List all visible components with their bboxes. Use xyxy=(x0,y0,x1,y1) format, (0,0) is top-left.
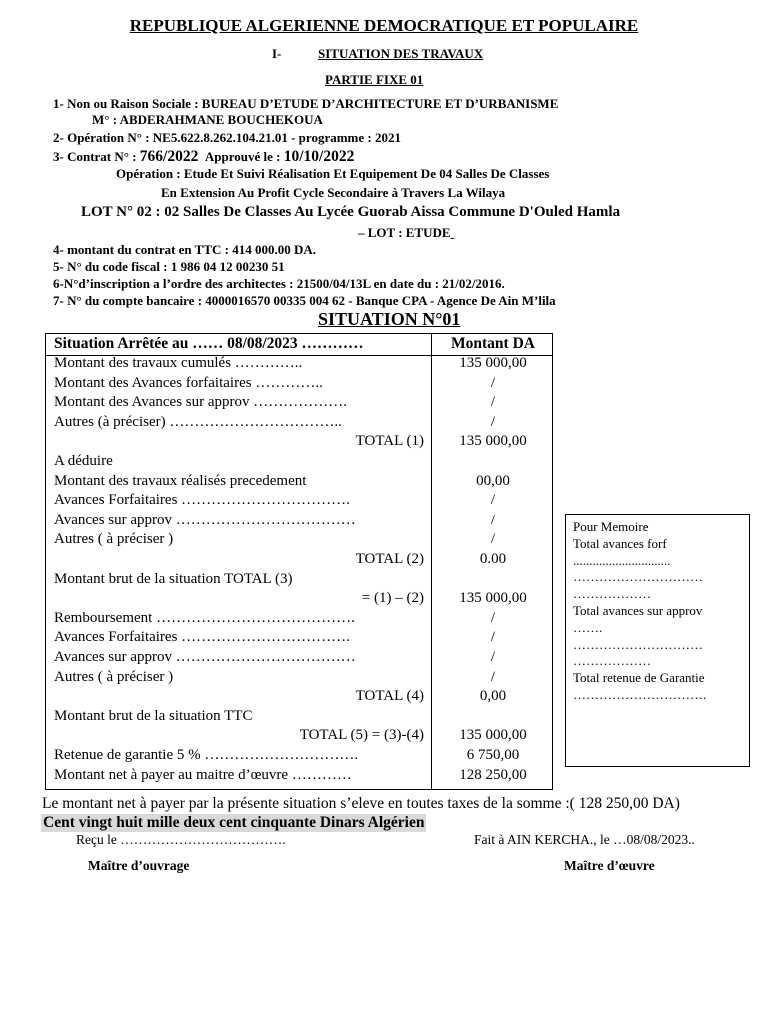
memo-title: Pour Memoire xyxy=(573,519,649,534)
approved-date: 10/10/2022 xyxy=(283,148,355,165)
table-row-value: / xyxy=(490,374,496,391)
table-row-label: Montant des Avances sur approv ………………. xyxy=(54,394,348,411)
table-row-value: / xyxy=(490,492,496,509)
table-row-label: Montant brut de la situation TOTAL (3) xyxy=(54,570,293,587)
table-row-value: 00,00 xyxy=(476,472,510,489)
maitre-oeuvre-signature: Maître d’œuvre xyxy=(564,858,655,873)
table-row-value: 128 250,00 xyxy=(459,766,527,783)
table-row-label: Autres ( à préciser ) xyxy=(54,668,174,685)
situation-table xyxy=(45,333,553,790)
operation-line-1: Opération : Etude Et Suivi Réalisation Et Equipement De 04 Salles De Classes xyxy=(116,166,550,181)
table-header-amount: Montant DA xyxy=(451,335,535,352)
done-at: Fait à AIN KERCHA., le …08/08/2023.. xyxy=(474,832,695,847)
table-row-value: / xyxy=(490,649,496,665)
table-row-label: Montant brut de la situation TTC xyxy=(54,707,253,724)
info-line-5: 5- N° du code fiscal : 1 986 04 12 00230 51 xyxy=(53,259,285,274)
table-row-value: 0.00 xyxy=(479,551,507,567)
table-row-label: TOTAL (1) xyxy=(355,433,424,450)
lot-title: LOT N° 02 : 02 Salles De Classes Au Lycée Guorab Aissa Commune D'Ouled Hamla xyxy=(81,204,621,220)
lot-subtitle-text: – LOT : ETUDE xyxy=(358,225,451,240)
table-row-value: / xyxy=(490,531,496,548)
table-row-label: TOTAL (4) xyxy=(355,688,424,705)
memo-line: Total avances sur approv xyxy=(573,602,703,618)
table-row-value: / xyxy=(490,668,496,685)
received-on: Reçu le ………………………………. xyxy=(76,832,286,847)
table-row-label: Avances Forfaitaires ……………………………. xyxy=(54,492,350,509)
amount-in-words: Cent vingt huit mille deux cent cinquante Dinars Algérien xyxy=(43,814,425,831)
memo-line: ……………… xyxy=(573,653,651,669)
contract-label: 3- Contrat N° : xyxy=(53,149,137,164)
table-row-label: Autres ( à préciser ) xyxy=(54,531,174,548)
memo-box xyxy=(565,514,750,767)
info-line-1b: M° : ABDERAHMANE BOUCHEKOUA xyxy=(92,112,323,127)
contract-number: 766/2022 xyxy=(139,148,199,165)
table-row-label: Montant des Avances forfaitaires ………….. xyxy=(54,374,323,391)
memo-line: Total retenue de Garantie xyxy=(573,670,705,686)
table-row-value: 6 750,00 xyxy=(466,747,520,763)
memo-line: .............................. xyxy=(573,552,671,568)
info-line-1: 1- Non ou Raison Sociale : BUREAU D’ETUDE D’ARCHITECTURE ET D’URBANISME xyxy=(53,96,559,111)
memo-line: Total avances forf xyxy=(573,535,667,551)
memo-line: ……………… xyxy=(573,586,651,602)
table-row-label: TOTAL (2) xyxy=(355,551,424,567)
table-row-label: Montant net à payer au maitre d’œuvre ………… xyxy=(54,766,352,783)
info-line-7: 7- N° du compte bancaire : 4000016570 00335 004 62 - Banque CPA - Agence De Ain M’lila xyxy=(53,293,556,308)
table-row-label: TOTAL (5) = (3)-(4) xyxy=(299,727,424,744)
table-row-value: / xyxy=(490,413,496,430)
approved-label: Approuvé le : xyxy=(204,149,281,164)
table-row-label: = (1) – (2) xyxy=(361,590,424,607)
table-row-value: 135 000,00 xyxy=(459,727,527,744)
table-row-label: Avances Forfaitaires ……………………………. xyxy=(54,629,350,646)
info-line-2: 2- Opération N° : NE5.622.8.262.104.21.01 - programme : 2021 xyxy=(53,130,401,145)
table-row-value: 135 000,00 xyxy=(459,355,527,371)
maitre-ouvrage-signature: Maître d’ouvrage xyxy=(88,858,190,873)
table-row-label: Avances sur approv ……………………………… xyxy=(54,511,356,528)
table-row-value: 135 000,00 xyxy=(459,590,527,607)
info-line-3 xyxy=(53,148,354,166)
net-amount-sentence: Le montant net à payer par la présente situation s’eleve en toutes taxes de la somme :( 128 250,00 DA) xyxy=(42,795,680,812)
table-row-label: Autres (à préciser) …………………………….. xyxy=(54,413,342,430)
republic-title: REPUBLIQUE ALGERIENNE DEMOCRATIQUE ET POPULAIRE xyxy=(129,16,639,35)
memo-line: …………………………. xyxy=(573,686,707,702)
table-row-label: Retenue de garantie 5 % …………………………. xyxy=(54,747,359,763)
table-row-label: Remboursement …………………………………. xyxy=(54,609,355,626)
table-row-value: / xyxy=(490,609,496,626)
table-row-value: 0,00 xyxy=(479,688,507,705)
table-row-label: Avances sur approv ……………………………… xyxy=(54,649,356,665)
table-row-value: / xyxy=(490,629,496,646)
info-line-4: 4- montant du contrat en TTC : 414 000.00 DA. xyxy=(53,242,317,257)
table-row-value: 135 000,00 xyxy=(459,433,527,450)
memo-line: ………………………… xyxy=(573,569,703,585)
table-header-label: Situation Arrêtée au …… 08/08/2023 ………… xyxy=(54,335,364,352)
table-row-label: Montant des travaux réalisés precedement xyxy=(54,472,307,489)
operation-line-2: En Extension Au Profit Cycle Secondaire à Travers La Wilaya xyxy=(161,185,506,200)
memo-line: ………………………… xyxy=(573,636,703,652)
table-row-value: / xyxy=(490,511,496,528)
section-number: I- xyxy=(272,46,282,61)
lot-subtitle xyxy=(358,225,454,241)
table-row-value: / xyxy=(490,394,496,411)
table-row-label: A déduire xyxy=(54,453,113,469)
table-row-label: Montant des travaux cumulés ………….. xyxy=(54,355,303,371)
info-line-6: 6-N°d’inscription a l’ordre des architectes : 21500/04/13L en date du : 21/02/2016. xyxy=(53,276,505,291)
memo-line: ……. xyxy=(573,619,603,635)
section-title: SITUATION DES TRAVAUX xyxy=(318,46,484,61)
situation-title: SITUATION N°01 xyxy=(318,309,461,329)
part-title: PARTIE FIXE 01 xyxy=(325,72,424,87)
